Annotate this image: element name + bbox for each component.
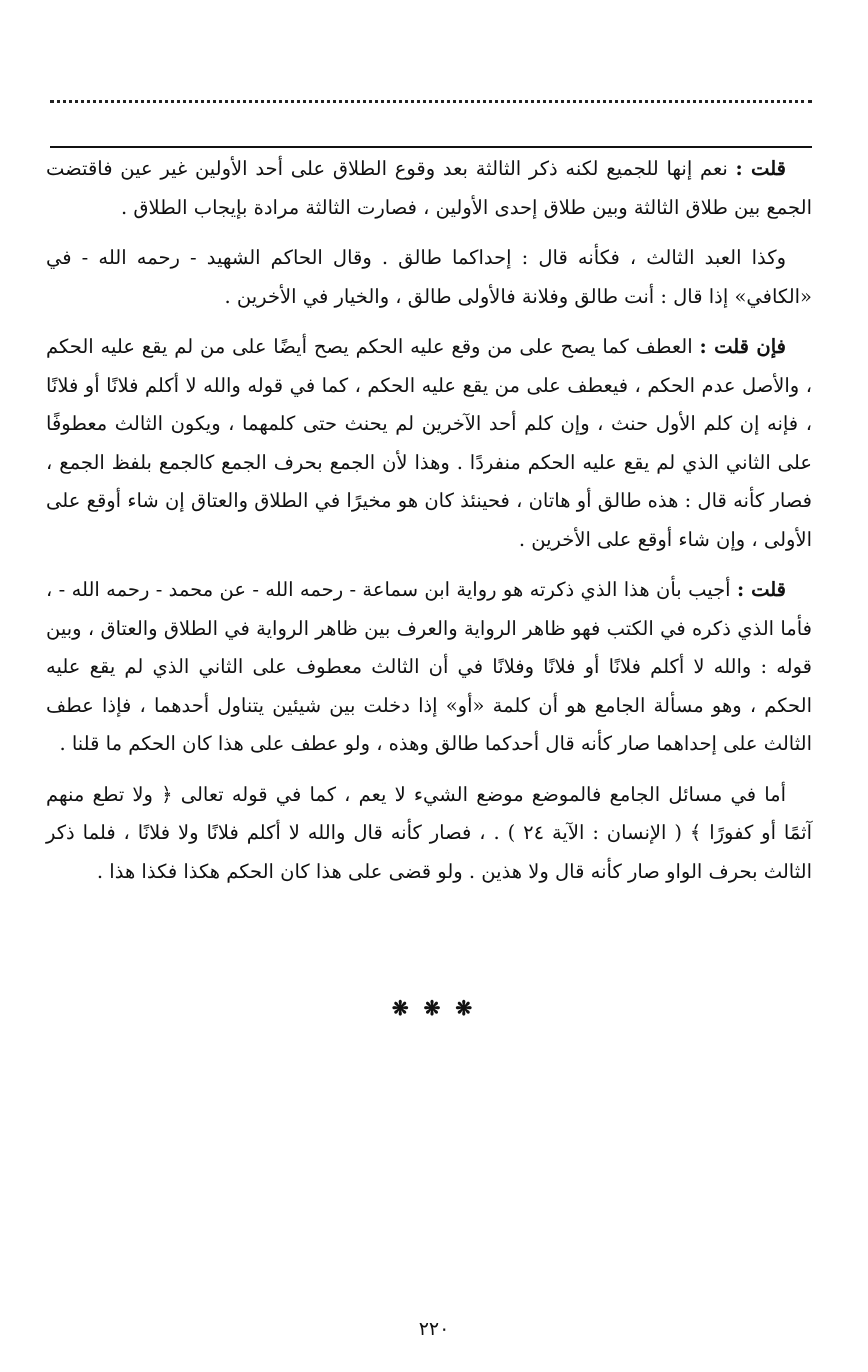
dotted-separator: [50, 100, 812, 103]
paragraph-text: وكذا العبد الثالث ، فكأنه قال : إحداكما طالق . وقال الحاكم الشهيد - رحمه الله - في «الكافي» إذا قال : أنت طالق وفلانة فالأولى طالق ، والخيار في الأخرين .: [46, 246, 812, 308]
page-number: ٢٢٠: [418, 1318, 450, 1340]
paragraph-lead: قلت :: [736, 578, 786, 601]
paragraph-lead: فإن قلت :: [699, 335, 786, 358]
paragraph-4: [46, 571, 812, 764]
paragraph-text: العطف كما يصح على من وقع عليه الحكم يصح أيضًا على من لم يقع عليه الحكم ، والأصل عدم الحكم ، فيعطف على من يقع عليه الحكم ، كما في قوله والله لا أكلم فلانًا أو فلانًا ، فإنه إن كلم الأول حنث ، وإن كلم أحد الآخرين لم يحنث حتى كلمهما ، ويكون الثالث معطوفًا على الثاني الذي لم يقع عليه الحكم منفردًا . وهذا لأن الجمع بحرف الجمع كالجمع بلفظ الجمع ، فصار كأنه قال : هذه طالق أو هاتان ، فحينئذ كان هو مخيرًا في الطلاق والعتاق إن شاء أوقع على الأولى ، وإن شاء أوقع على الأخرين .: [46, 335, 812, 551]
paragraph-3: [46, 328, 812, 559]
paragraph-text: أما في مسائل الجامع فالموضع موضع الشيء لا يعم ، كما في قوله تعالى ﴿ ولا تطع منهم آثمًا أو كفورًا ﴾ ( الإنسان : الآية ٢٤ ) . ، فصار كأنه قال والله لا أكلم فلانًا ولا فلانًا ، فلما ذكر الثالث بحرف الواو صار كأنه قال ولا هذين . ولو قضى على هذا كان الحكم هكذا فكذا هذا .: [46, 782, 812, 883]
paragraph-1: [46, 150, 812, 227]
paragraph-2: [46, 239, 812, 316]
solid-separator: [50, 146, 812, 148]
page-body: [46, 150, 812, 903]
paragraph-lead: قلت :: [735, 157, 786, 180]
section-ornament: ❋ ❋ ❋: [391, 996, 477, 1020]
paragraph-5: [46, 776, 812, 892]
paragraph-text: أجيب بأن هذا الذي ذكرته هو رواية ابن سماعة - رحمه الله - عن محمد - رحمه الله - ، فأما الذي ذكره في الكتب فهو ظاهر الرواية والعرف بين ظاهر الرواية في الطلاق والعتاق ، وبين قوله : والله لا أكلم فلانًا أو فلانًا وفلانًا في أن الثالث معطوف على الثاني الذي لم يقع عليه الحكم ، وهو مسألة الجامع هو أن كلمة «أو» إذا دخلت بين شيئين يتناول أحدهما ، فإذا عطف الثالث على إحداهما صار كأنه قال أحدكما طالق وهذه ، ولو عطف على هذا كان الحكم ما قلنا .: [46, 578, 812, 755]
paragraph-text: نعم إنها للجميع لكنه ذكر الثالثة بعد وقوع الطلاق على أحد الأولين غير عين فاقتضت الجمع بين طلاق الثالثة وبين طلاق إحدى الأولين ، فصارت الثالثة مرادة بإيجاب الطلاق .: [46, 157, 812, 219]
